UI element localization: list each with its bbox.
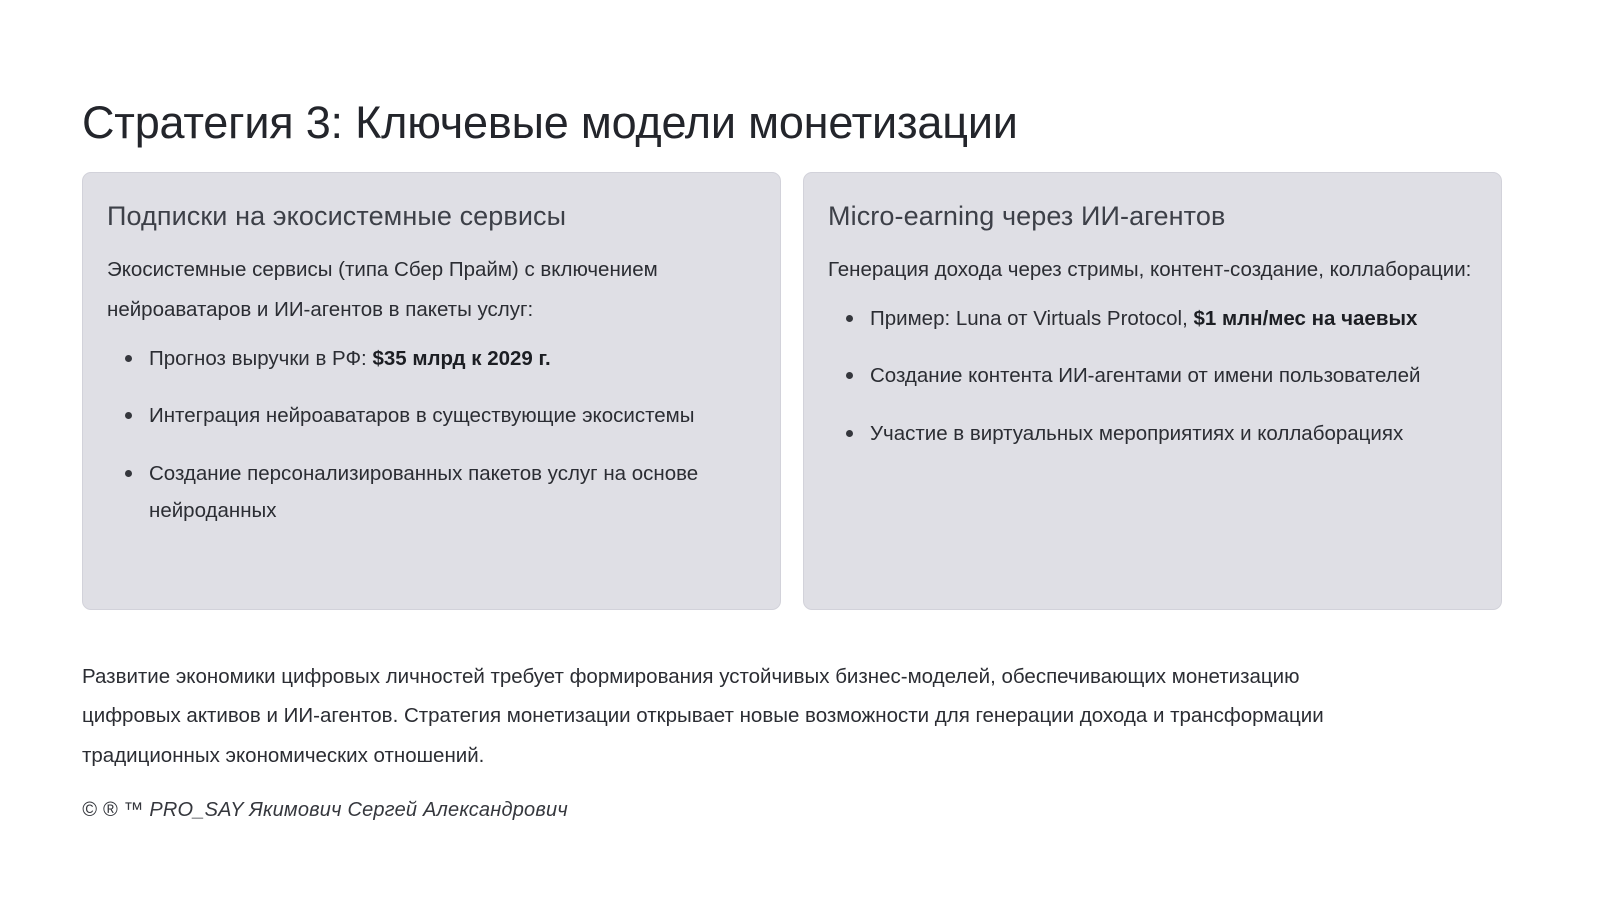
card-bullet-list xyxy=(828,300,1477,452)
list-item xyxy=(828,357,1477,394)
bullet-text: Интеграция нейроаватаров в существующие экосистемы xyxy=(149,404,695,428)
bullet-text: Создание персонализированных пакетов услуг на основе нейроданных xyxy=(149,461,699,522)
card-title: Micro-earning через ИИ-агентов xyxy=(828,201,1226,231)
copyright-line: © ® ™ PRO_SAY Якимович Сергей Александрович xyxy=(82,799,568,821)
card-intro-text: Экосистемные сервисы (типа Сбер Прайм) с включением нейроаватаров и ИИ-агентов в пакеты услуг: xyxy=(107,258,658,322)
list-item xyxy=(828,415,1477,452)
card-bullet-list xyxy=(107,340,756,529)
bullet-emphasis: $35 млрд к 2029 г. xyxy=(372,347,551,371)
card-intro-text: Генерация дохода через стримы, контент-создание, коллаборации: xyxy=(828,258,1472,282)
card-title: Подписки на экосистемные сервисы xyxy=(107,201,567,231)
list-item xyxy=(107,340,756,377)
summary-paragraph: Развитие экономики цифровых личностей требует формирования устойчивых бизнес-моделей, обеспечивающих монетизацию цифровых активов и ИИ-агентов. Стратегия монетизации открывает новые возможности для генерации дохода и трансформации традиционных экономических отношений. xyxy=(82,664,1324,768)
page-title: Стратегия 3: Ключевые модели монетизации xyxy=(82,97,1018,149)
monetization-card-micro-earning xyxy=(803,172,1502,610)
card-grid xyxy=(82,172,1502,610)
bullet-text: Прогноз выручки в РФ: xyxy=(149,347,373,371)
list-item xyxy=(107,455,756,530)
bullet-emphasis: $1 млн/мес на чаевых xyxy=(1193,307,1418,331)
bullet-text: Создание контента ИИ-агентами от имени пользователей xyxy=(870,364,1421,388)
list-item xyxy=(107,397,756,434)
list-item xyxy=(828,300,1477,337)
bullet-text: Пример: Luna от Virtuals Protocol, xyxy=(870,307,1194,331)
monetization-card-subscriptions xyxy=(82,172,781,610)
bullet-text: Участие в виртуальных мероприятиях и коллаборациях xyxy=(870,421,1404,445)
